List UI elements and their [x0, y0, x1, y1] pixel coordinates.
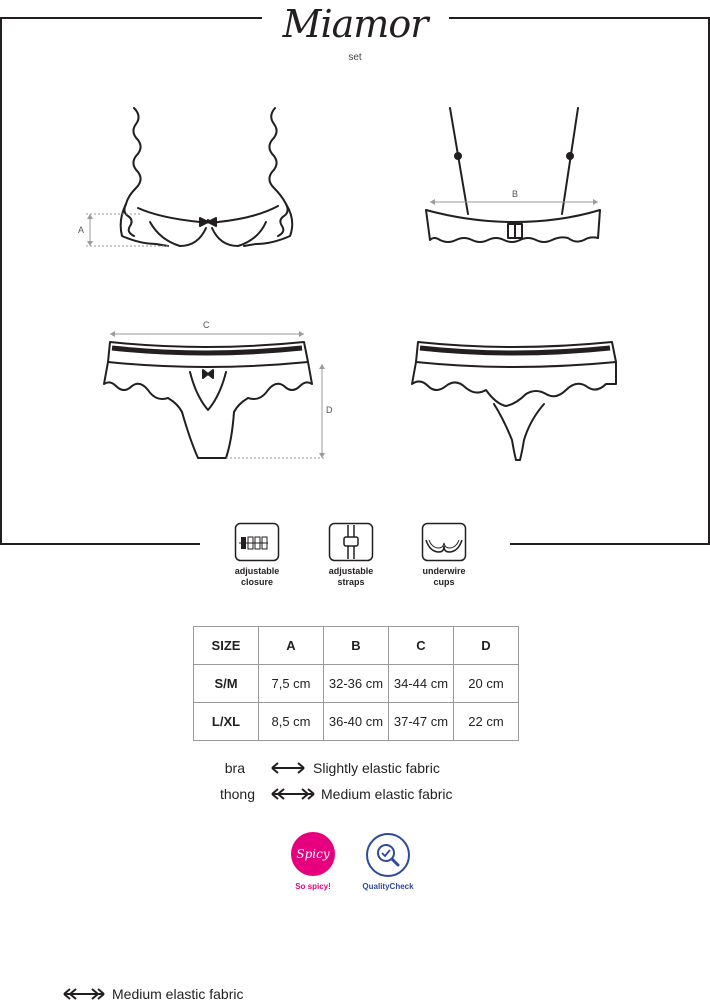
table-cell-size: L/XL: [194, 703, 259, 741]
elasticity-thong: [190, 784, 490, 804]
medium-elastic-arrow-icon: [270, 788, 316, 800]
table-header: B: [324, 627, 389, 665]
spicy-badge-text: Spicy: [296, 847, 330, 861]
feature-caption-line1: adjustable: [328, 566, 374, 576]
garment-label: thong: [219, 786, 255, 802]
bra-front-drawing: [121, 108, 293, 246]
hook-closure-icon: [234, 522, 280, 562]
garment-drawings: [0, 90, 710, 570]
table-cell: 20 cm: [454, 665, 519, 703]
table-cell: 22 cm: [454, 703, 519, 741]
table-header-row: [194, 627, 519, 665]
quality-check-icon: [365, 832, 411, 878]
table-cell: 34-44 cm: [389, 665, 454, 703]
elasticity-description: Slightly elastic fabric: [313, 760, 440, 776]
table-cell-size: S/M: [194, 665, 259, 703]
feature-caption: [306, 566, 396, 588]
elasticity-description: Medium elastic fabric: [321, 786, 453, 802]
feature-adjustable-closure: [212, 522, 302, 588]
slightly-elastic-arrow-icon: [270, 762, 306, 774]
product-subtitle: set: [348, 52, 362, 63]
feature-caption-line1: underwire: [422, 566, 466, 576]
brand-logo: Miamor: [282, 2, 428, 46]
table-cell: 37-47 cm: [389, 703, 454, 741]
dim-label-c: C: [203, 320, 210, 330]
quality-check-badge: [350, 832, 426, 891]
thong-back-drawing: [412, 342, 616, 460]
feature-caption-line2: cups: [433, 577, 455, 587]
table-row: [194, 703, 519, 741]
spicy-caption: So spicy!: [295, 882, 331, 891]
thong-front-drawing: [104, 342, 312, 458]
bottom-legend-text: Medium elastic fabric: [112, 986, 244, 1002]
table-header: C: [389, 627, 454, 665]
table-cell: 7,5 cm: [259, 665, 324, 703]
feature-caption: [399, 566, 489, 588]
garment-label: bra: [224, 760, 245, 776]
table-header: D: [454, 627, 519, 665]
strap-slider-icon: [328, 522, 374, 562]
table-header: A: [259, 627, 324, 665]
table-row: [194, 665, 519, 703]
bra-back-drawing: [426, 108, 600, 242]
table-cell: 36-40 cm: [324, 703, 389, 741]
feature-caption-line2: straps: [337, 577, 365, 587]
lace-bands: [112, 348, 610, 353]
frame-top-right: [449, 17, 710, 19]
feature-caption-line2: closure: [240, 577, 273, 587]
feature-caption: [212, 566, 302, 588]
feature-caption-line1: adjustable: [234, 566, 280, 576]
feature-adjustable-straps: [306, 522, 396, 588]
dim-label-b: B: [512, 189, 519, 199]
dim-label-d: D: [326, 405, 333, 415]
medium-elastic-arrow-icon: [62, 988, 106, 1000]
spicy-icon: [291, 832, 335, 876]
size-table: [193, 626, 519, 741]
frame-top-left: [0, 17, 262, 19]
feature-underwire-cups: [399, 522, 489, 588]
table-cell: 32-36 cm: [324, 665, 389, 703]
spicy-badge: [283, 832, 343, 891]
table-header: SIZE: [194, 627, 259, 665]
quality-check-caption: QualityCheck: [362, 882, 414, 891]
elasticity-bra: [190, 758, 480, 778]
dim-label-a: A: [78, 225, 85, 235]
underwire-cups-icon: [421, 522, 467, 562]
table-cell: 8,5 cm: [259, 703, 324, 741]
